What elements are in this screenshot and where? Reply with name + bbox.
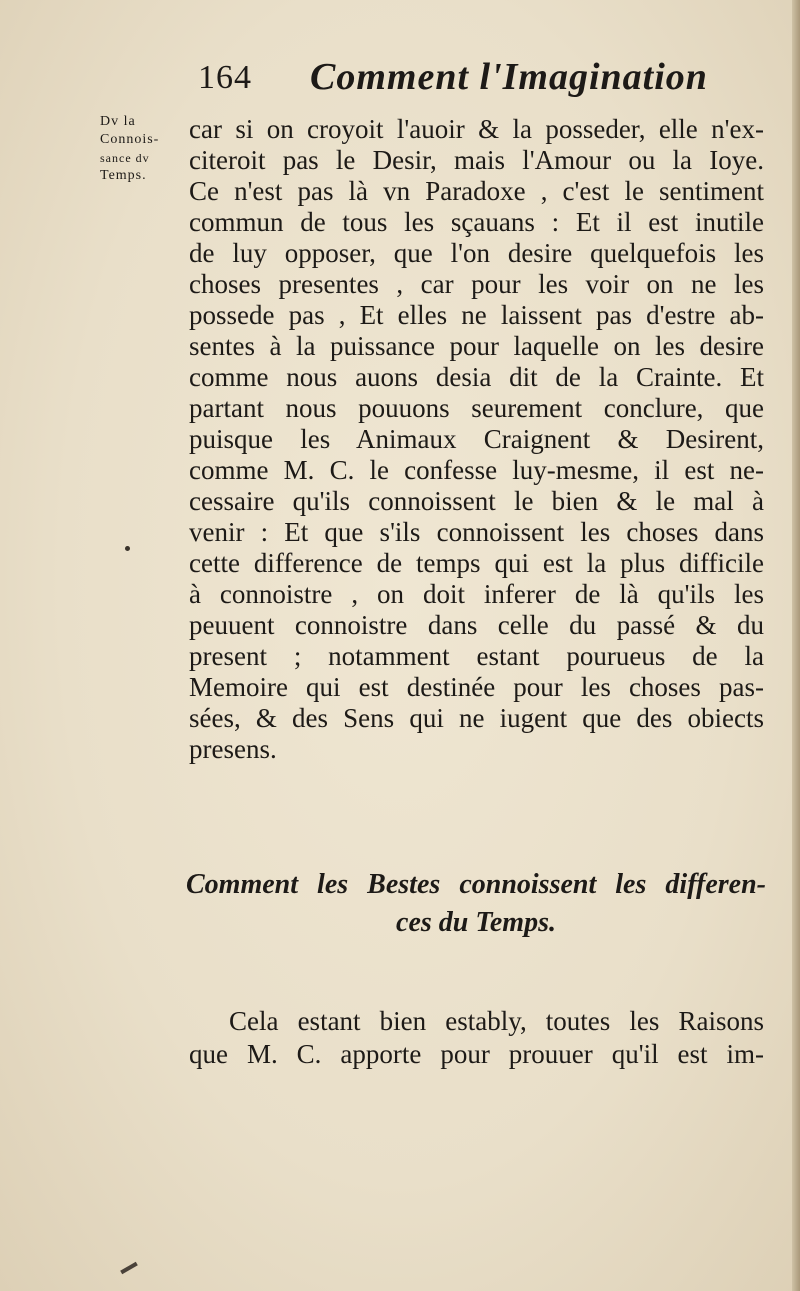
text-line: cessaire qu'ils connoissent le bien & le mal à [189,486,764,516]
text-line: possede pas , Et elles ne laissent pas d'estre ab- [189,300,764,330]
paragraph-second [189,1005,764,1071]
margin-note-line: sance dv [100,151,150,165]
text-line: cette difference de temps qui est la plus difficile [189,548,764,578]
text-line: Cela estant bien estably, toutes les Raisons [229,1006,764,1036]
text-line: à connoistre , on doit inferer de là qu'ils les [189,579,764,609]
text-line: comme nous auons desia dit de la Crainte. Et [189,362,764,392]
margin-note-line: Dv la [100,114,136,129]
ink-dot [125,546,130,551]
text-line: venir : Et que s'ils connoissent les choses dans [189,517,764,547]
text-line: peuuent connoistre dans celle du passé & du [189,610,764,640]
text-line: de luy opposer, que l'on desire quelquefois les [189,238,764,268]
text-line: car si on croyoit l'auoir & la posseder, elle n'ex- [189,114,764,144]
margin-note-line: Temps. [100,168,147,183]
page-header [0,58,800,108]
text-line: present ; notamment estant pourueus de la [189,641,764,671]
text-line: que M. C. apporte pour prouuer qu'il est im- [189,1039,764,1069]
text-line: puisque les Animaux Craignent & Desirent, [189,424,764,454]
running-title: Comment l'Imagination [310,56,708,98]
paragraph-main [189,114,764,765]
page-number: 164 [198,59,252,96]
text-line: sées, & des Sens qui ne iugent que des obiects [189,703,764,733]
text-line: Memoire qui est destinée pour les choses pas- [189,672,764,702]
ink-stroke [120,1262,138,1274]
text-line: commun de tous les sçauans : Et il est inutile [189,207,764,237]
text-line: comme M. C. le confesse luy-mesme, il est ne- [189,455,764,485]
text-line: partant nous pouuons seurement conclure, que [189,393,764,423]
section-heading [186,866,766,942]
text-line: sentes à la puissance pour laquelle on les desire [189,331,764,361]
heading-line: ces du Temps. [396,907,556,938]
margin-note-line: Connois- [100,132,160,147]
text-line: citeroit pas le Desir, mais l'Amour ou la Ioye. [189,145,764,175]
page-edge [792,0,800,1291]
heading-line: Comment les Bestes connoissent les differen- [186,869,766,900]
margin-note [100,113,186,185]
text-line: choses presentes , car pour les voir on ne les [189,269,764,299]
text-line: presens. [189,734,277,764]
text-line: Ce n'est pas là vn Paradoxe , c'est le sentiment [189,176,764,206]
